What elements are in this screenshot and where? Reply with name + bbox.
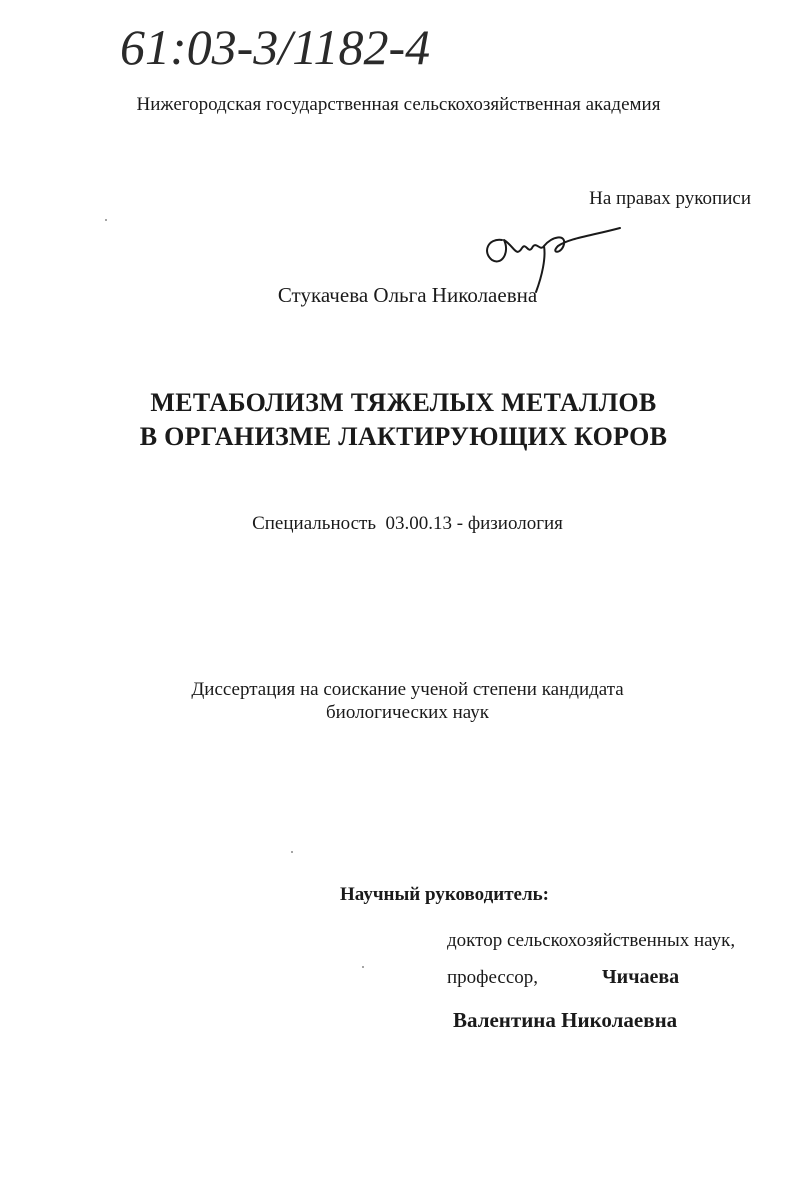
title-line-2: В ОРГАНИЗМЕ ЛАКТИРУЮЩИХ КОРОВ — [139, 422, 668, 451]
degree-line-2: биологических наук — [326, 702, 489, 723]
scan-speck — [362, 966, 364, 968]
scan-speck — [291, 851, 293, 853]
stamp-text: 61:03-3/1182-4 — [120, 19, 431, 75]
supervisor-degree: доктор сельскохозяйственных наук, — [447, 930, 736, 951]
degree-line-1: Диссертация на соискание ученой степени кандидата — [191, 679, 624, 700]
handwritten-archive-number — [118, 8, 438, 86]
supervisor-surname: Чичаева — [602, 966, 680, 988]
rights-note: На правах рукописи — [589, 188, 751, 209]
scan-speck — [105, 219, 107, 221]
handwritten-stamp-graphic — [118, 8, 438, 86]
dissertation-degree — [0, 678, 797, 724]
institution-name: Нижегородская государственная сельскохозяйственная академия — [136, 94, 661, 115]
supervisor-name: Валентина Николаевна — [453, 1008, 678, 1032]
supervisor-title: профессор, — [447, 967, 539, 988]
specialty: Специальность 03.00.13 - физиология — [252, 513, 563, 534]
author-name: Стукачева Ольга Николаевна — [277, 283, 538, 307]
dissertation-title — [0, 386, 797, 454]
supervisor-label: Научный руководитель: — [340, 884, 549, 905]
title-line-1: МЕТАБОЛИЗМ ТЯЖЕЛЫХ МЕТАЛЛОВ — [150, 388, 657, 417]
